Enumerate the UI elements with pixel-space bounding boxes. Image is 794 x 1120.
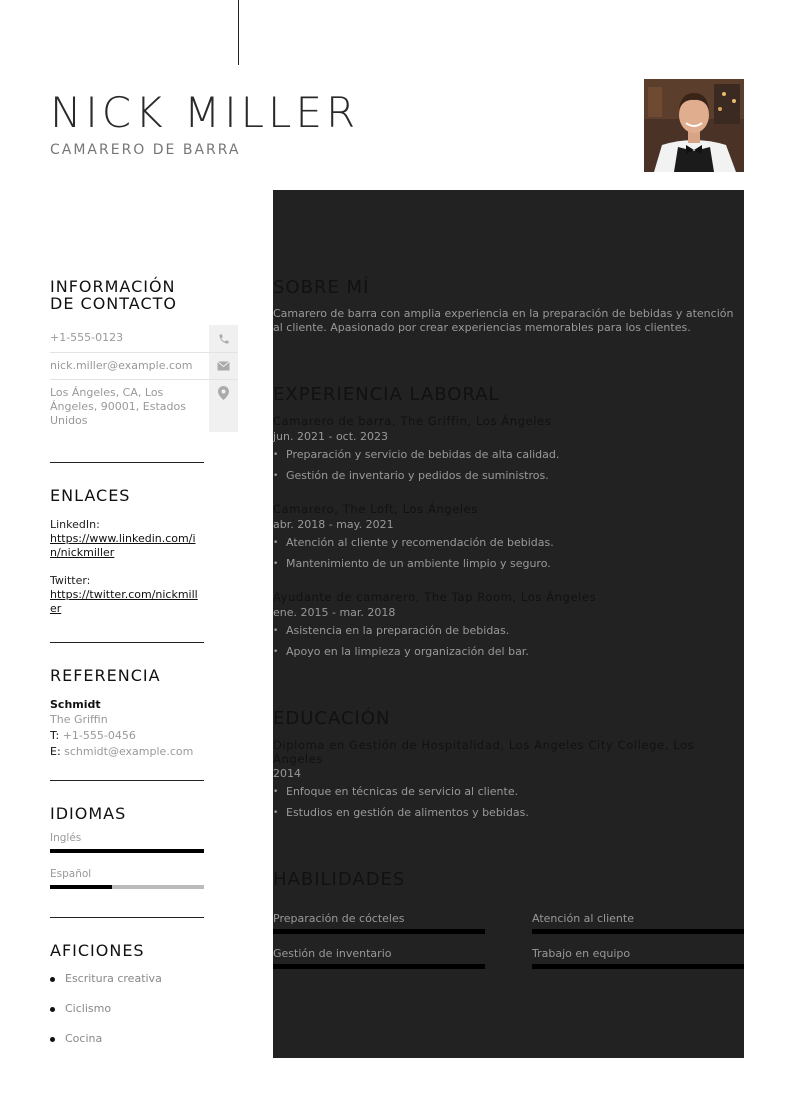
contact-heading [50, 278, 204, 312]
main-column [273, 254, 744, 969]
job-dates: jun. 2021 - oct. 2023 [273, 430, 389, 443]
language-item [50, 830, 204, 853]
job-bullet: • Asistencia en la preparación de bebidas. [273, 624, 744, 638]
skill-level-bar [532, 929, 744, 934]
link-label-linkedin: LinkedIn: [50, 518, 100, 531]
education-title: Diploma en Gestión de Hospitalidad, Los Angeles City College, Los Ángeles [273, 738, 695, 766]
job-bullet: • Apoyo en la limpieza y organización del bar. [273, 645, 744, 659]
links-heading: ENLACES [50, 486, 131, 505]
candidate-name: NICK MILLER [50, 88, 360, 137]
contact-heading-line2: DE CONTACTO [50, 294, 177, 313]
contact-phone-row [50, 325, 238, 353]
education-year: 2014 [273, 767, 301, 780]
experience-heading: EXPERIENCIA LABORAL [273, 384, 500, 405]
hobby-item: Ciclismo [50, 1002, 204, 1032]
section-divider [50, 642, 204, 643]
reference-email-label: E: [50, 745, 61, 758]
skill-level-bar [273, 929, 485, 934]
contact-heading-line1: INFORMACIÓN [50, 277, 176, 296]
reference-phone[interactable]: +1-555-0456 [62, 729, 136, 742]
hobbies-heading: AFICIONES [50, 941, 145, 960]
job-entry [273, 414, 744, 483]
job-title: Ayudante de camarero, The Tap Room, Los Ángeles [273, 590, 597, 604]
sidebar [50, 278, 204, 1062]
skill-name: Trabajo en equipo [532, 947, 631, 960]
job-bullet: • Mantenimiento de un ambiente limpio y seguro. [273, 557, 744, 571]
section-divider [273, 685, 744, 686]
section-divider [273, 846, 744, 847]
language-level-bar [50, 885, 204, 889]
reference-email-line [50, 744, 204, 760]
section-divider [50, 780, 204, 781]
skill-level-bar [273, 964, 485, 969]
skill-item [273, 912, 485, 934]
reference-phone-line [50, 728, 204, 744]
skill-item [532, 947, 744, 969]
phone-icon [209, 325, 238, 352]
link-item [50, 518, 204, 560]
link-item [50, 574, 204, 616]
skill-name: Preparación de cócteles [273, 912, 405, 925]
languages-heading: IDIOMAS [50, 804, 127, 823]
header-divider-line [238, 0, 239, 65]
language-level-fill [50, 885, 112, 889]
job-dates: abr. 2018 - may. 2021 [273, 518, 394, 531]
reference-name: Schmidt [50, 698, 101, 711]
reference-heading: REFERENCIA [50, 666, 161, 685]
link-label-twitter: Twitter: [50, 574, 91, 587]
education-heading: EDUCACIÓN [273, 708, 391, 729]
reference-company: The Griffin [50, 713, 108, 726]
contact-email-row [50, 353, 238, 380]
language-level-fill [50, 849, 204, 853]
candidate-role: CAMARERO DE BARRA [50, 142, 241, 158]
job-entry [273, 502, 744, 571]
skill-item [273, 947, 485, 969]
section-divider [273, 361, 744, 362]
job-bullet: • Gestión de inventario y pedidos de suministros. [273, 469, 744, 483]
contact-email[interactable]: nick.miller@example.com [50, 359, 193, 372]
job-entry [273, 590, 744, 659]
language-level-bar [50, 849, 204, 853]
skill-item [532, 912, 744, 934]
skills-heading: HABILIDADES [273, 869, 406, 890]
contact-address: Los Ángeles, CA, Los Ángeles, 90001, Estados Unidos [50, 386, 186, 427]
section-divider [50, 917, 204, 918]
envelope-icon [209, 353, 238, 379]
language-name: Español [50, 868, 92, 880]
reference-email[interactable]: schmidt@example.com [64, 745, 194, 758]
hobby-item: Cocina [50, 1032, 204, 1062]
education-bullet: • Enfoque en técnicas de servicio al cliente. [273, 785, 744, 799]
job-title: Camarero, The Loft, Los Ángeles [273, 502, 478, 516]
section-divider [50, 462, 204, 463]
hobby-item: Escritura creativa [50, 972, 204, 1002]
profile-photo [644, 79, 744, 172]
job-bullet: • Preparación y servicio de bebidas de alta calidad. [273, 448, 744, 462]
education-entry [273, 738, 744, 820]
skill-level-bar [532, 964, 744, 969]
twitter-link[interactable]: https://twitter.com/nickmiller [50, 588, 198, 615]
job-bullet: • Atención al cliente y recomendación de bebidas. [273, 536, 744, 550]
skill-name: Gestión de inventario [273, 947, 392, 960]
contact-address-row [50, 380, 238, 432]
reference-phone-label: T: [50, 729, 60, 742]
linkedin-link[interactable]: https://www.linkedin.com/in/nickmiller [50, 532, 196, 559]
about-heading: SOBRE MÍ [273, 277, 370, 298]
contact-phone[interactable]: +1-555-0123 [50, 331, 124, 344]
education-bullet: • Estudios en gestión de alimentos y bebidas. [273, 806, 744, 820]
section-divider [273, 254, 744, 255]
skills-grid [273, 912, 744, 969]
location-pin-icon [209, 380, 238, 432]
about-text: Camarero de barra con amplia experiencia en la preparación de bebidas y atención al cliente. Apasionado por crear experiencias memorables para los clientes. [273, 307, 734, 334]
hobbies-list [50, 972, 204, 1062]
reference-block [50, 698, 204, 760]
job-title: Camarero de barra, The Griffin, Los Ángeles [273, 414, 552, 428]
language-item [50, 866, 204, 889]
language-name: Inglés [50, 832, 82, 844]
job-dates: ene. 2015 - mar. 2018 [273, 606, 396, 619]
skill-name: Atención al cliente [532, 912, 634, 925]
